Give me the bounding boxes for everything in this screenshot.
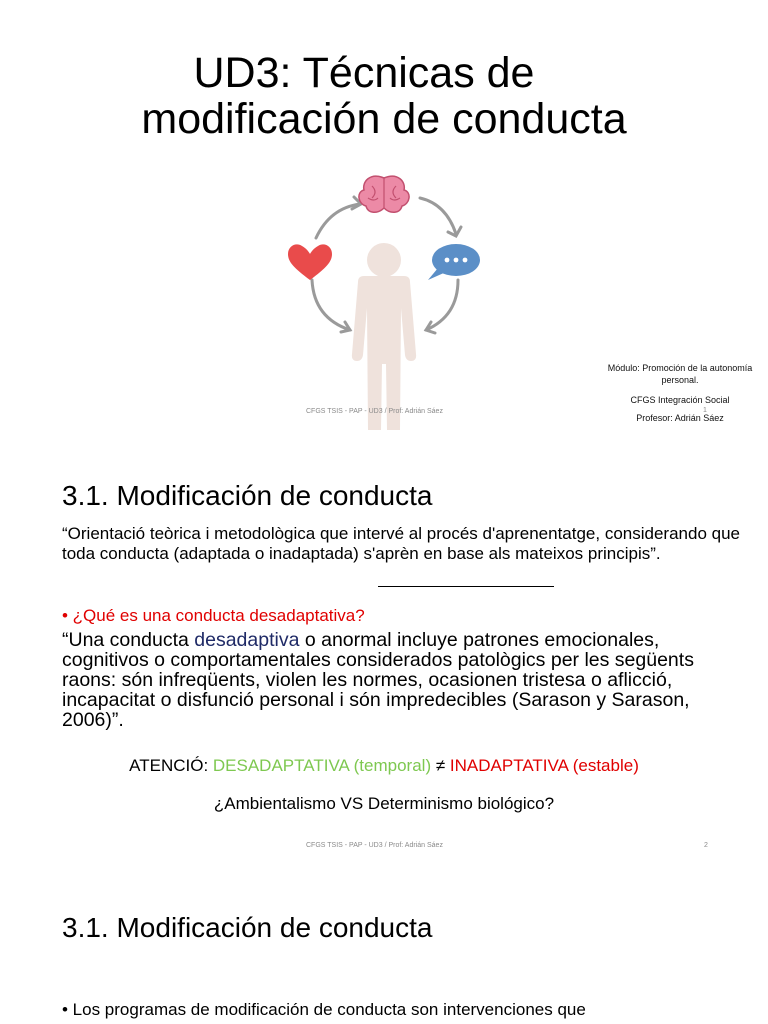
underline-rule [378, 586, 554, 587]
quote2-highlight: desadaptiva [194, 629, 300, 651]
desadaptativa-term: DESADAPTATIVA (temporal) [212, 756, 432, 775]
heart-icon [288, 244, 332, 280]
course-name: CFGS Integración Social [630, 395, 730, 405]
slide3-bullet: • Los programas de modificación de conducta son intervenciones que [62, 1000, 586, 1019]
behavior-cycle-illustration [278, 168, 490, 430]
title-line-1: UD3: Técnicas de [193, 49, 535, 97]
desadaptive-definition [62, 630, 732, 730]
slide1-title [0, 50, 768, 142]
question-bullet: • ¿Qué es una conducta desadaptativa? [62, 606, 365, 625]
module-line-1: Módulo: Promoción de la autonomía [607, 363, 753, 373]
module-info [600, 362, 760, 424]
quote2-end: o anormal incluye patrones emocionales, cognitivos o comportamentales considerados patològics per les següents raons: són infreqüents, violen les normes, ocasionen tristesa o aflicció, incapacitat o disfunció personal i són impredecibles (Sarason y Sarason, 2006)”. [62, 629, 694, 731]
attention-note [0, 756, 768, 776]
debate-question: ¿Ambientalismo VS Determinismo biológico? [213, 794, 555, 813]
slide2-footer: CFGS TSIS - PAP - UD3 / Prof: Adrián Sáez [306, 842, 443, 849]
teacher-name: Profesor: Adrián Sáez [636, 413, 724, 423]
brain-icon [359, 176, 409, 212]
person-figure [352, 243, 416, 430]
slide1-footer: CFGS TSIS - PAP - UD3 / Prof: Adrián Sáez [306, 408, 443, 415]
title-line-2: modificación de conducta [141, 95, 627, 143]
definition-quote: “Orientació teòrica i metodològica que intervé al procés d'aprenentatge, considerando que toda conducta (adaptada o inadaptada) s'aprèn en base als mateixos principis”. [62, 524, 740, 563]
slide2-heading: 3.1. Modificación de conducta [62, 480, 433, 511]
slide3-heading: 3.1. Modificación de conducta [62, 912, 433, 943]
inadaptativa-term: INADAPTATIVA (estable) [449, 756, 639, 775]
attention-label: ATENCIÓ: [129, 756, 213, 775]
module-line-2: personal. [661, 375, 699, 385]
slide1-number: 1 [703, 407, 707, 414]
slide2-number: 2 [704, 842, 708, 849]
speech-bubble-icon [428, 244, 480, 280]
quote2-start: “Una conducta [62, 629, 195, 651]
not-equal-sign: ≠ [431, 756, 450, 775]
